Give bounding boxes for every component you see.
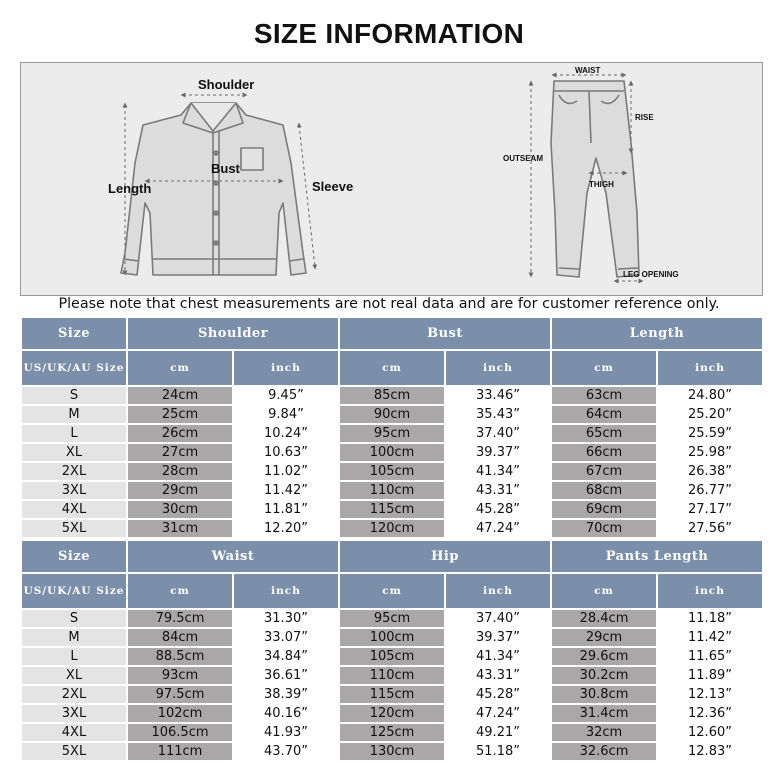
header-shoulder: Shoulder	[128, 318, 338, 349]
inch-value: 11.89”	[658, 667, 762, 684]
inch-value: 11.18”	[658, 610, 762, 627]
unit-inch: inch	[446, 351, 550, 385]
size-table-tops	[20, 316, 764, 539]
cm-value: 30.8cm	[552, 686, 656, 703]
unit-cm: cm	[552, 574, 656, 608]
waist-label: WAIST	[575, 66, 601, 75]
inch-value: 11.42”	[234, 482, 338, 499]
cm-value: 79.5cm	[128, 610, 232, 627]
table-row	[22, 482, 762, 499]
table-row	[22, 648, 762, 665]
inch-value: 51.18”	[446, 743, 550, 760]
unit-inch: inch	[446, 574, 550, 608]
header-bust: Bust	[340, 318, 550, 349]
inch-value: 26.77”	[658, 482, 762, 499]
inch-value: 41.93”	[234, 724, 338, 741]
cm-value: 125cm	[340, 724, 444, 741]
leg-opening-label: LEG OPENING	[623, 270, 679, 279]
table-row	[22, 724, 762, 741]
inch-value: 24.80”	[658, 387, 762, 404]
inch-value: 43.70”	[234, 743, 338, 760]
table-row	[22, 629, 762, 646]
cm-value: 67cm	[552, 463, 656, 480]
size-cell: 5XL	[22, 743, 126, 760]
inch-value: 47.24”	[446, 520, 550, 537]
cm-value: 32.6cm	[552, 743, 656, 760]
inch-value: 49.21”	[446, 724, 550, 741]
size-table-pants	[20, 539, 764, 762]
cm-value: 63cm	[552, 387, 656, 404]
cm-value: 69cm	[552, 501, 656, 518]
inch-value: 39.37”	[446, 444, 550, 461]
inch-value: 12.36”	[658, 705, 762, 722]
unit-cm: cm	[128, 351, 232, 385]
header-size: Size	[22, 541, 126, 572]
unit-cm: cm	[128, 574, 232, 608]
size-cell: 2XL	[22, 463, 126, 480]
size-cell: 2XL	[22, 686, 126, 703]
table-row	[22, 520, 762, 537]
inch-value: 25.59”	[658, 425, 762, 442]
table-row	[22, 406, 762, 423]
table-row	[22, 425, 762, 442]
cm-value: 28cm	[128, 463, 232, 480]
size-cell: 4XL	[22, 501, 126, 518]
cm-value: 64cm	[552, 406, 656, 423]
garment-illustrations	[21, 63, 762, 295]
size-cell: 5XL	[22, 520, 126, 537]
inch-value: 27.56”	[658, 520, 762, 537]
cm-value: 70cm	[552, 520, 656, 537]
header-length: Length	[552, 318, 762, 349]
inch-value: 33.46”	[446, 387, 550, 404]
inch-value: 11.65”	[658, 648, 762, 665]
size-rows	[22, 610, 762, 760]
table-row	[22, 387, 762, 404]
header-hip: Hip	[340, 541, 550, 572]
cm-value: 115cm	[340, 501, 444, 518]
size-cell: 4XL	[22, 724, 126, 741]
size-rows	[22, 387, 762, 537]
cm-value: 97.5cm	[128, 686, 232, 703]
inch-value: 26.38”	[658, 463, 762, 480]
size-cell: XL	[22, 444, 126, 461]
cm-value: 130cm	[340, 743, 444, 760]
cm-value: 65cm	[552, 425, 656, 442]
cm-value: 110cm	[340, 482, 444, 499]
inch-value: 31.30”	[234, 610, 338, 627]
size-cell: M	[22, 406, 126, 423]
header-size: Size	[22, 318, 126, 349]
unit-cm: cm	[552, 351, 656, 385]
cm-value: 100cm	[340, 444, 444, 461]
size-cell: 3XL	[22, 705, 126, 722]
inch-value: 12.20”	[234, 520, 338, 537]
inch-value: 9.84”	[234, 406, 338, 423]
table-row	[22, 686, 762, 703]
pants-drawing	[551, 81, 639, 277]
cm-value: 106.5cm	[128, 724, 232, 741]
inch-value: 12.13”	[658, 686, 762, 703]
size-cell: L	[22, 425, 126, 442]
cm-value: 95cm	[340, 610, 444, 627]
cm-value: 32cm	[552, 724, 656, 741]
cm-value: 29cm	[552, 629, 656, 646]
header-waist: Waist	[128, 541, 338, 572]
size-label: US/UK/AU Size	[22, 574, 126, 608]
unit-inch: inch	[658, 351, 762, 385]
inch-value: 10.24”	[234, 425, 338, 442]
cm-value: 93cm	[128, 667, 232, 684]
page-title: SIZE INFORMATION	[253, 18, 525, 49]
table-row	[22, 610, 762, 627]
cm-value: 25cm	[128, 406, 232, 423]
inch-value: 12.60”	[658, 724, 762, 741]
unit-cm: cm	[340, 351, 444, 385]
inch-value: 37.40”	[446, 425, 550, 442]
table-row	[22, 501, 762, 518]
cm-value: 31.4cm	[552, 705, 656, 722]
inch-value: 12.83”	[658, 743, 762, 760]
unit-inch: inch	[234, 351, 338, 385]
bust-label: Bust	[211, 161, 240, 176]
reference-note: Please note that chest measurements are not real data and are for customer reference only.	[58, 296, 720, 312]
inch-value: 34.84”	[234, 648, 338, 665]
cm-value: 68cm	[552, 482, 656, 499]
size-cell: M	[22, 629, 126, 646]
cm-value: 88.5cm	[128, 648, 232, 665]
cm-value: 90cm	[340, 406, 444, 423]
table-row	[22, 743, 762, 760]
thigh-label: THIGH	[589, 180, 614, 189]
table-row	[22, 705, 762, 722]
outseam-label: OUTSEAM	[503, 154, 543, 163]
size-label: US/UK/AU Size	[22, 351, 126, 385]
cm-value: 29.6cm	[552, 648, 656, 665]
table-row	[22, 667, 762, 684]
cm-value: 28.4cm	[552, 610, 656, 627]
inch-value: 38.39”	[234, 686, 338, 703]
size-cell: S	[22, 387, 126, 404]
header-pants-length: Pants Length	[552, 541, 762, 572]
measurement-diagram	[20, 62, 763, 296]
cm-value: 66cm	[552, 444, 656, 461]
cm-value: 115cm	[340, 686, 444, 703]
cm-value: 84cm	[128, 629, 232, 646]
cm-value: 100cm	[340, 629, 444, 646]
inch-value: 47.24”	[446, 705, 550, 722]
shoulder-label: Shoulder	[198, 77, 255, 92]
inch-value: 40.16”	[234, 705, 338, 722]
inch-value: 36.61”	[234, 667, 338, 684]
cm-value: 29cm	[128, 482, 232, 499]
inch-value: 11.02”	[234, 463, 338, 480]
length-label: Length	[108, 181, 152, 196]
cm-value: 26cm	[128, 425, 232, 442]
cm-value: 111cm	[128, 743, 232, 760]
cm-value: 120cm	[340, 705, 444, 722]
inch-value: 25.20”	[658, 406, 762, 423]
cm-value: 27cm	[128, 444, 232, 461]
inch-value: 11.81”	[234, 501, 338, 518]
inch-value: 37.40”	[446, 610, 550, 627]
inch-value: 27.17”	[658, 501, 762, 518]
cm-value: 110cm	[340, 667, 444, 684]
inch-value: 41.34”	[446, 463, 550, 480]
size-cell: XL	[22, 667, 126, 684]
inch-value: 9.45”	[234, 387, 338, 404]
inch-value: 43.31”	[446, 667, 550, 684]
inch-value: 33.07”	[234, 629, 338, 646]
sleeve-label: Sleeve	[312, 179, 354, 194]
size-cell: 3XL	[22, 482, 126, 499]
unit-inch: inch	[658, 574, 762, 608]
size-cell: L	[22, 648, 126, 665]
inch-value: 35.43”	[446, 406, 550, 423]
cm-value: 31cm	[128, 520, 232, 537]
table-row	[22, 444, 762, 461]
inch-value: 41.34”	[446, 648, 550, 665]
inch-value: 25.98”	[658, 444, 762, 461]
size-cell: S	[22, 610, 126, 627]
cm-value: 30.2cm	[552, 667, 656, 684]
inch-value: 45.28”	[446, 686, 550, 703]
cm-value: 120cm	[340, 520, 444, 537]
cm-value: 95cm	[340, 425, 444, 442]
cm-value: 24cm	[128, 387, 232, 404]
inch-value: 39.37”	[446, 629, 550, 646]
cm-value: 105cm	[340, 648, 444, 665]
cm-value: 30cm	[128, 501, 232, 518]
cm-value: 105cm	[340, 463, 444, 480]
inch-value: 10.63”	[234, 444, 338, 461]
cm-value: 102cm	[128, 705, 232, 722]
unit-cm: cm	[340, 574, 444, 608]
inch-value: 11.42”	[658, 629, 762, 646]
cm-value: 85cm	[340, 387, 444, 404]
inch-value: 45.28”	[446, 501, 550, 518]
rise-label: RISE	[635, 113, 654, 122]
inch-value: 43.31”	[446, 482, 550, 499]
table-row	[22, 463, 762, 480]
unit-inch: inch	[234, 574, 338, 608]
